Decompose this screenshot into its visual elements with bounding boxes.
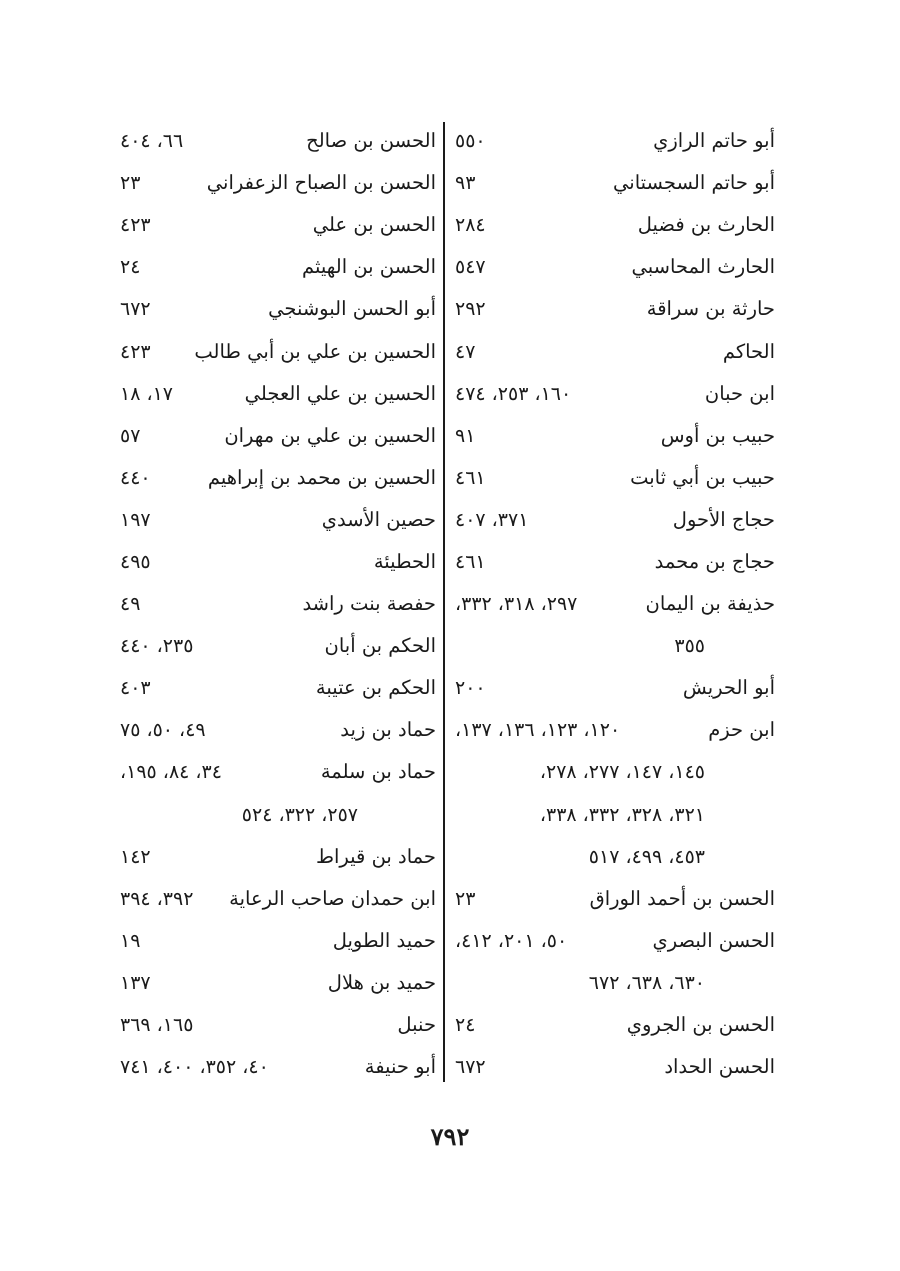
index-entry (120, 583, 436, 625)
index-entry (120, 204, 436, 246)
index-entry (120, 625, 436, 667)
index-entry (455, 667, 775, 709)
entry-pages: ٣٥٥ (674, 635, 705, 658)
entry-name: حماد بن سلمة (320, 760, 436, 784)
entry-name: الحسين بن محمد بن إبراهيم (207, 465, 436, 489)
index-entry (455, 415, 775, 457)
entry-name: الحسن بن علي (312, 213, 436, 237)
index-column-right (455, 120, 775, 1088)
entry-name: أبو حنيفة (364, 1055, 436, 1079)
entry-pages: ٤٥٣، ٤٩٩، ٥١٧ (588, 845, 705, 868)
entry-name: حذيفة بن اليمان (645, 592, 775, 616)
entry-name: الحسين بن علي بن أبي طالب (194, 339, 436, 363)
entry-pages: ٣٤، ٨٤، ١٩٥، (120, 761, 222, 784)
entry-pages: ٤٢٣ (120, 340, 151, 363)
entry-name: الحكم بن أبان (324, 634, 436, 658)
entry-name: حماد بن قيراط (315, 844, 436, 868)
index-entry (120, 920, 436, 962)
entry-name: ابن حبان (704, 381, 775, 405)
index-entry (120, 373, 436, 415)
entry-pages: ١٧، ١٨ (120, 382, 174, 405)
index-entry (455, 878, 775, 920)
index-entry (120, 120, 436, 162)
entry-name: حبيب بن أوس (660, 423, 775, 447)
index-entry (455, 583, 775, 625)
index-entry (120, 667, 436, 709)
index-entry (455, 120, 775, 162)
entry-name: الحسن بن الجروي (626, 1013, 775, 1037)
entry-pages: ٢٩٢ (455, 298, 486, 321)
index-entry (120, 415, 436, 457)
index-entry (120, 499, 436, 541)
index-entry (455, 1046, 775, 1088)
entry-name: الحسن بن أحمد الوراق (589, 886, 775, 910)
page-number: ٧٩٢ (430, 1122, 470, 1151)
entry-name: الحاكم (722, 339, 775, 363)
index-entry (120, 794, 436, 836)
entry-pages: ٩١ (455, 424, 476, 447)
entry-name: حصين الأسدي (321, 507, 436, 531)
entry-name: حميد بن هلال (327, 970, 436, 994)
entry-pages: ٤٩٥ (120, 550, 151, 573)
index-entry (455, 541, 775, 583)
column-divider (443, 122, 445, 1082)
entry-name: الحارث المحاسبي (631, 255, 775, 279)
index-entry (120, 709, 436, 751)
entry-pages: ٥٧ (120, 424, 141, 447)
index-entry (455, 1004, 775, 1046)
entry-pages: ٦٦، ٤٠٤ (120, 130, 184, 153)
entry-pages: ٢٤ (120, 256, 141, 279)
entry-pages: ٣٧١، ٤٠٧ (455, 508, 529, 531)
entry-pages: ١٢٠، ١٢٣، ١٣٦، ١٣٧، (455, 719, 621, 742)
index-entry (455, 625, 775, 667)
entry-name: حفصة بنت راشد (302, 592, 436, 616)
index-entry (120, 457, 436, 499)
index-entry (455, 920, 775, 962)
index-entry (455, 204, 775, 246)
index-entry (455, 962, 775, 1004)
entry-pages: ٤٢٣ (120, 214, 151, 237)
entry-pages: ٢٥٧، ٣٢٢، ٥٢٤ (241, 803, 358, 826)
entry-pages: ٥٤٧ (455, 256, 486, 279)
index-entry (455, 751, 775, 793)
entry-name: ابن حزم (708, 718, 775, 742)
entry-pages: ٢٣ (455, 887, 476, 910)
entry-name: حجاج بن محمد (654, 549, 775, 573)
entry-pages: ٦٧٢ (455, 1056, 486, 1079)
entry-pages: ٢٠٠ (455, 677, 486, 700)
index-column-left (120, 120, 436, 1088)
index-entry (120, 836, 436, 878)
entry-name: أبو الحسن البوشنجي (268, 297, 436, 321)
entry-name: الحسن الحداد (664, 1055, 775, 1079)
entry-name: حميد الطويل (332, 928, 436, 952)
entry-pages: ٤٦١ (455, 550, 486, 573)
index-entry (120, 1004, 436, 1046)
entry-name: الحكم بن عتيبة (315, 676, 436, 700)
entry-pages: ٢٤ (455, 1014, 476, 1037)
entry-pages: ٣٢١، ٣٢٨، ٣٣٢، ٣٣٨، (539, 803, 705, 826)
index-entry (455, 709, 775, 751)
entry-name: الحسن بن الهيثم (302, 255, 436, 279)
entry-pages: ٤٠٣ (120, 677, 151, 700)
entry-pages: ٤٦١ (455, 466, 486, 489)
entry-name: حجاج الأحول (672, 507, 775, 531)
entry-name: حبيب بن أبي ثابت (630, 465, 775, 489)
entry-name: الحطيئة (373, 549, 436, 573)
index-entry (455, 162, 775, 204)
index-entry (120, 162, 436, 204)
entry-name: الحسين بن علي بن مهران (224, 423, 436, 447)
entry-pages: ٢٩٧، ٣١٨، ٣٣٢، (455, 593, 578, 616)
index-entry (120, 962, 436, 1004)
entry-name: أبو حاتم الرازي (653, 129, 775, 153)
entry-pages: ٢٨٤ (455, 214, 486, 237)
entry-pages: ٤٧ (455, 340, 476, 363)
entry-pages: ٤٤٠ (120, 466, 151, 489)
entry-pages: ١٩٧ (120, 508, 151, 531)
entry-name: الحسن البصري (652, 928, 775, 952)
entry-pages: ٦٧٢ (120, 298, 151, 321)
entry-name: أبو الحريش (682, 676, 775, 700)
entry-pages: ٦٣٠، ٦٣٨، ٦٧٢ (588, 971, 705, 994)
entry-pages: ١٤٢ (120, 845, 151, 868)
entry-pages: ١٦٠، ٢٥٣، ٤٧٤ (455, 382, 572, 405)
entry-pages: ٢٣٥، ٤٤٠ (120, 635, 194, 658)
entry-name: حماد بن زيد (340, 718, 436, 742)
index-entry (455, 246, 775, 288)
entry-pages: ٤٩، ٥٠، ٧٥ (120, 719, 206, 742)
index-entry (455, 373, 775, 415)
index-entry (120, 246, 436, 288)
entry-pages: ٤٠، ٣٥٢، ٤٠٠، ٧٤١ (120, 1056, 269, 1079)
entry-pages: ٥٠، ٢٠١، ٤١٢، (455, 929, 568, 952)
index-entry (455, 330, 775, 372)
index-entry (120, 330, 436, 372)
entry-name: الحسن بن صالح (306, 129, 436, 153)
entry-pages: ٢٣ (120, 172, 141, 195)
index-entry (455, 499, 775, 541)
entry-name: الحارث بن فضيل (637, 213, 775, 237)
index-entry (120, 751, 436, 793)
entry-name: أبو حاتم السجستاني (613, 171, 775, 195)
index-entry (120, 288, 436, 330)
entry-pages: ٤٩ (120, 593, 141, 616)
entry-pages: ١٤٥، ١٤٧، ٢٧٧، ٢٧٨، (539, 761, 705, 784)
index-entry (120, 1046, 436, 1088)
index-entry (120, 878, 436, 920)
entry-pages: ٩٣ (455, 172, 476, 195)
entry-name: حنبل (397, 1013, 436, 1037)
entry-pages: ٥٥٠ (455, 130, 486, 153)
index-entry (455, 836, 775, 878)
index-entry (120, 541, 436, 583)
entry-pages: ٣٩٢، ٣٩٤ (120, 887, 194, 910)
entry-pages: ١٩ (120, 929, 141, 952)
entry-name: حارثة بن سراقة (646, 297, 775, 321)
entry-name: الحسن بن الصباح الزعفراني (206, 171, 436, 195)
index-entry (455, 457, 775, 499)
index-entry (455, 794, 775, 836)
index-entry (455, 288, 775, 330)
entry-name: الحسين بن علي العجلي (244, 381, 436, 405)
entry-name: ابن حمدان صاحب الرعاية (229, 886, 436, 910)
entry-pages: ١٣٧ (120, 971, 151, 994)
entry-pages: ١٦٥، ٣٦٩ (120, 1014, 194, 1037)
